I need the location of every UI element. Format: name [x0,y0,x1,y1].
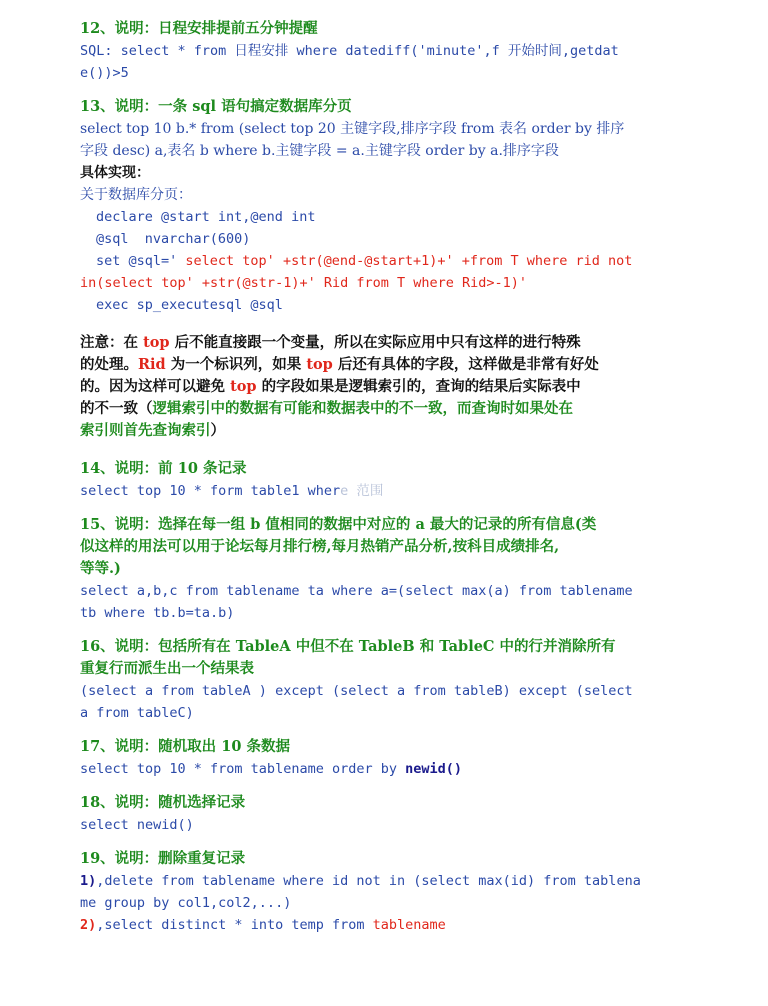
section-heading: 似这样的用法可以用于论坛每月排行榜,每月热销产品分析,按科目成绩排名, [80,538,560,555]
section-17 [80,736,728,780]
note-keyword: top [230,378,257,395]
note-text: 的字段如果是逻辑索引的，查询的结果后实际表中 [256,378,581,395]
section-15 [80,514,728,624]
section-heading: 12、说明：日程安排提前五分钟提醒 [80,20,318,37]
code-line: a from tableC) [80,705,194,721]
code-text-red: select top' +str(@end-@start+1)+' +from T where rid not [177,253,633,269]
section-heading: 13、说明：一条 sql 语句搞定数据库分页 [80,98,352,115]
section-heading: 18、说明：随机选择记录 [80,794,246,811]
code-line [80,480,728,502]
code-line: exec sp_executesql @sql [96,297,283,313]
code-line: select a,b,c from tablename ta where a=(select max(a) from tablename [80,583,633,599]
note-text: 后还有具体的字段，这样做是非常有好处 [332,356,599,373]
code-line [80,914,728,936]
note-text: 的处理。 [80,356,138,373]
note-text: 后不能直接跟一个变量，所以在实际应用中只有这样的进行特殊 [169,334,581,351]
code-line: me group by col1,col2,...) [80,895,292,911]
impl-label: 具体实现： [80,165,150,181]
code-line: tb where tb.b=ta.b) [80,605,235,621]
section-16 [80,636,728,724]
section-13 [80,96,728,316]
section-heading: 16、说明：包括所有在 TableA 中但不在 TableB 和 TableC 中的行并消除所有 [80,638,616,655]
note-keyword: Rid [138,356,166,373]
code-text: set @sql=' [96,253,178,269]
about-line: 关于数据库分页： [80,187,192,203]
code-line: in(select top' +str(@str-1)+' Rid from T where Rid>-1)' [80,275,528,291]
code-line: SQL: select * from 日程安排 where datediff('minute',f 开始时间,getdat [80,43,619,59]
note-text: 注意：在 [80,334,144,351]
note-text: 为一个标识列，如果 [165,356,307,373]
note-keyword: top [143,334,170,351]
note-green-text: 逻辑索引中的数据有可能和数据表中的不一致，而查询时如果处在 [152,400,573,417]
code-line: (select a from tableA ) except (select a from tableB) except (select [80,683,633,699]
section-12 [80,18,728,84]
code-line [80,250,728,272]
text-line: select top 10 b.* from (select top 20 主键字段,排序字段 from 表名 order by 排序 [80,121,625,137]
text-line: 字段 desc) a,表名 b where b.主键字段 = a.主键字段 order by a.排序字段 [80,143,559,159]
section-heading: 17、说明：随机取出 10 条数据 [80,738,290,755]
note-paragraph [80,332,728,442]
section-19 [80,848,728,936]
code-text-bold: newid() [405,761,463,777]
section-18 [80,792,728,836]
section-heading: 15、说明：选择在每一组 b 值相同的数据中对应的 a 最大的记录的所有信息(类 [80,516,597,533]
code-line: select newid() [80,817,194,833]
list-number: 2) [80,917,97,933]
section-heading: 重复行而派生出一个结果表 [80,660,254,677]
list-number: 1) [80,873,97,889]
code-line [80,758,728,780]
code-text: ,delete from tablename where id not in (select max(id) from tablena [96,873,641,889]
section-14 [80,458,728,502]
code-text: select top 10 * from tablename order by [80,761,406,777]
code-line: @sql nvarchar(600) [96,231,251,247]
section-heading: 19、说明：删除重复记录 [80,850,246,867]
note-keyword: top [306,356,333,373]
note-text: ） [210,422,225,439]
code-text: select top 10 * form table1 wher [80,483,341,499]
code-line: declare @start int,@end int [96,209,316,225]
note-green-text: 索引则首先查询索引 [80,422,211,439]
code-line: e())>5 [80,65,129,81]
section-heading: 14、说明：前 10 条记录 [80,460,247,477]
note-text: 的不一致（ [80,400,153,417]
code-text-faded: e 范围 [340,483,384,499]
code-text-red: tablename [372,917,446,933]
note-text: 的。因为这样可以避免 [80,378,231,395]
code-line [80,870,728,892]
code-text: ,select distinct * into temp from [96,917,373,933]
section-heading: 等等.) [80,560,121,577]
